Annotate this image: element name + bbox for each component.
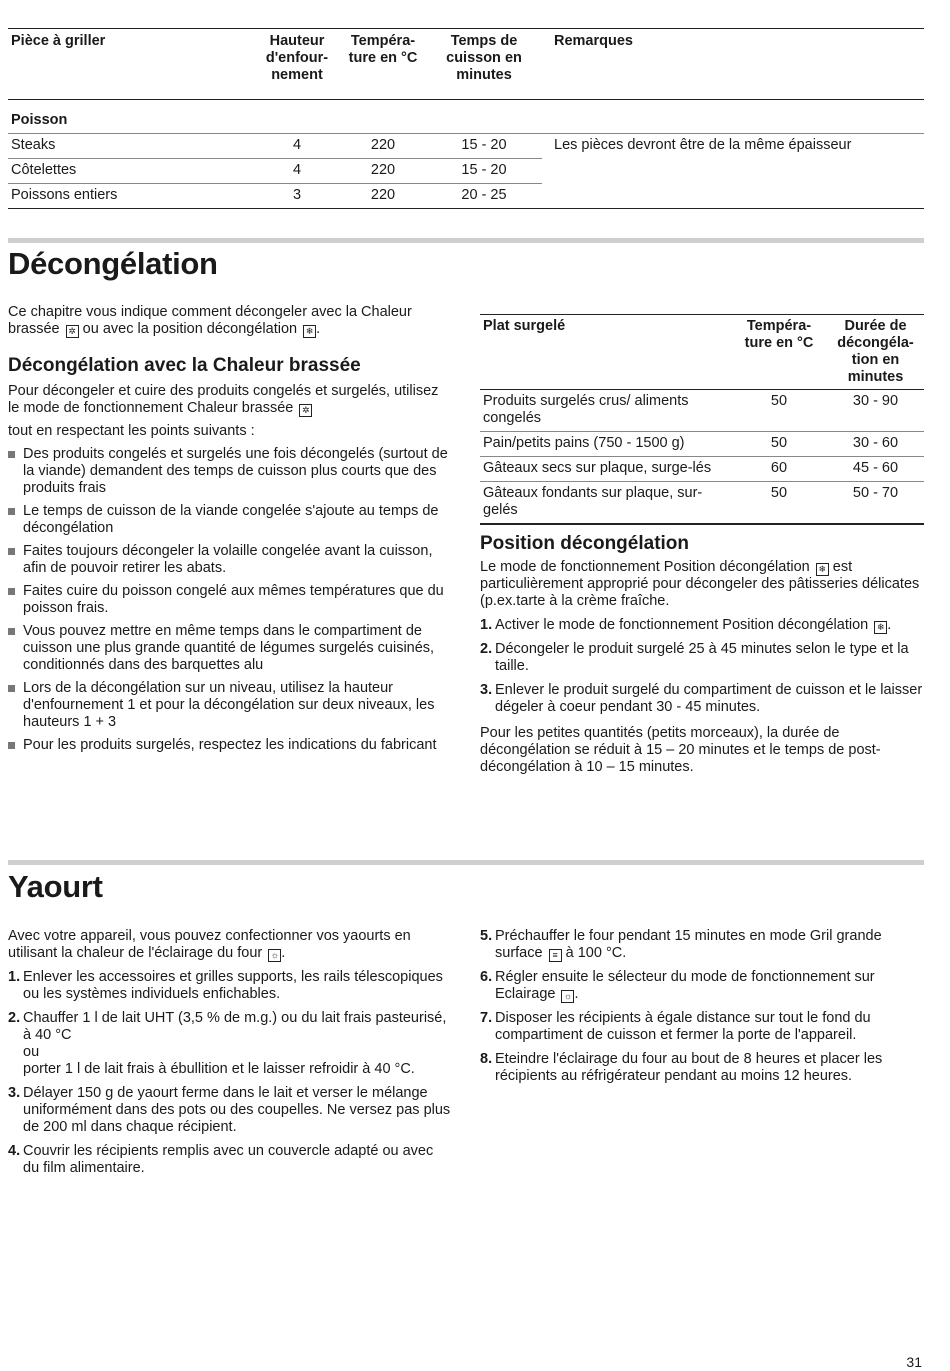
table-cell: Gâteaux fondants sur plaque, sur-gelés (480, 482, 731, 525)
grill-icon: ≡ (549, 949, 562, 962)
step-number: 2. (480, 641, 493, 657)
p3-text-b: est particulièrement approprié pour décongeler des pâtisseries délicates (p.ex.tarte à la crème fraîche. (480, 559, 920, 609)
list-item (8, 680, 453, 731)
decong-p2: tout en respectant les points suivants : (8, 423, 255, 439)
subheading-chaleur: Décongélation avec la Chaleur brassée (8, 355, 361, 376)
step-text: Enlever le produit surgelé du compartiment de cuisson et le laisser dégeler à coeur pendant 30 - 45 minutes. (495, 682, 923, 715)
yaourt-right-column (480, 921, 924, 1085)
col-header-duration: Durée de décongéla-tion en minutes (837, 318, 914, 385)
list-item (480, 641, 924, 675)
table-cell: Pain/petits pains (750 - 1500 g) (480, 432, 731, 457)
step-text: Décongeler le produit surgelé 25 à 45 minutes selon le type et la taille. (495, 641, 909, 674)
table-cell-remark: Les pièces devront être de la même épaisseur (542, 134, 924, 209)
table-cell: Gâteaux secs sur plaque, surge-lés (480, 457, 731, 482)
decong-left-column (8, 304, 453, 754)
col-header-temp: Tempéra-ture en °C (744, 318, 814, 351)
list-item (480, 1010, 924, 1044)
list-item (480, 682, 924, 716)
list-item (480, 1051, 924, 1085)
step-text: à 100 °C. (565, 945, 627, 961)
bullet-icon (8, 628, 15, 635)
section-divider (8, 860, 924, 865)
step-number: 2. (8, 1010, 21, 1026)
step-text: Délayer 150 g de yaourt ferme dans le lait et verser le mélange uniformément dans des pots ou des coupelles. Ne versez pas plus de 200 ml dans chaque récipient. (23, 1085, 451, 1135)
table-cell: 4 (254, 134, 340, 159)
list-item (8, 737, 453, 754)
list-item (480, 928, 924, 962)
list-item-text: Le temps de cuisson de la viande congelée s'ajoute au temps de décongélation (23, 503, 439, 536)
table-cell: 20 - 25 (461, 187, 507, 203)
step-number: 3. (8, 1085, 21, 1101)
bullet-icon (8, 508, 15, 515)
intro-text-mid: ou avec la position décongélation (82, 321, 298, 337)
step-number: 7. (480, 1010, 493, 1026)
col-header-piece: Pièce à griller (11, 33, 106, 49)
list-item (8, 543, 453, 577)
list-item (8, 1010, 453, 1078)
section-title-decongelation: Décongélation (8, 246, 218, 281)
step-number: 5. (480, 928, 493, 944)
table-cell: 15 - 20 (426, 134, 542, 159)
step-text: Préchauffer le four pendant 15 minutes en mode Gril grande surface (495, 928, 882, 961)
step-number: 6. (480, 969, 493, 985)
grill-table (8, 28, 924, 209)
bullet-icon (8, 742, 15, 749)
decong-right-column (480, 314, 924, 776)
table-cell: Poissons entiers (11, 187, 118, 203)
list-item-text: Des produits congelés et surgelés une fois décongelés (surtout de la viande) demandent des temps de cuisson plus courts que des produits frais (23, 446, 448, 496)
defrost-icon: ❄ (874, 621, 887, 634)
bullet-icon (8, 685, 15, 692)
yaourt-left-column (8, 928, 453, 1177)
step-number: 1. (8, 969, 21, 985)
bullet-icon (8, 451, 15, 458)
step-text: Régler ensuite le sélecteur du mode de fonctionnement sur Eclairage (495, 969, 875, 1002)
table-cell: Produits surgelés crus/ aliments congelés (480, 390, 731, 432)
step-number: 8. (480, 1051, 493, 1067)
step-text: Activer le mode de fonctionnement Position décongélation (495, 617, 869, 633)
col-header-dish: Plat surgelé (483, 318, 566, 334)
table-cell: 15 - 20 (426, 159, 542, 184)
col-header-temp: Tempéra-ture en °C (348, 33, 418, 66)
intro-text: Avec votre appareil, vous pouvez confectionner vos yaourts en utilisant la chaleur de l'éclairage du four (8, 928, 411, 961)
list-item: 1. Activer le mode de fonctionnement Position décongélation ❄ . (480, 617, 892, 633)
section-title-yaourt: Yaourt (8, 869, 103, 904)
table-cell: 3 (292, 187, 302, 203)
col-header-height: Hauteur d'enfour-nement (265, 33, 329, 83)
table-cell: 45 - 60 (827, 457, 924, 482)
bullet-icon (8, 548, 15, 555)
step-text: Chauffer 1 l de lait UHT (3,5 % de m.g.) ou du lait frais pasteurisé, à 40 °C ou porter 1 l de lait frais à ébullition et le laisser refroidir à 40 °C. (23, 1010, 447, 1077)
list-item: 6. Régler ensuite le sélecteur du mode de fonctionnement sur Eclairage ☼ . (480, 969, 875, 1002)
p1-text: Pour décongeler et cuire des produits congelés et surgelés, utilisez le mode de fonctionnement Chaleur brassée (8, 383, 439, 416)
table-cell: 30 - 90 (827, 390, 924, 432)
col-header-time: Temps de cuisson en minutes (446, 33, 522, 83)
lamp-icon: ☼ (561, 990, 574, 1003)
section-poisson: Poisson (11, 112, 68, 128)
decong-p3 (480, 559, 924, 610)
page-number: 31 (906, 1354, 922, 1370)
list-item (8, 623, 453, 674)
list-item (8, 503, 453, 537)
table-cell: Côtelettes (8, 159, 254, 184)
p3-text-a: Le mode de fonctionnement Position décongélation (480, 559, 810, 575)
step-text: Couvrir les récipients remplis avec un couvercle adapté ou avec du film alimentaire. (23, 1143, 434, 1176)
table-cell: 60 (731, 457, 827, 482)
table-cell: Steaks (8, 134, 254, 159)
list-item-text: Pour les produits surgelés, respectez les indications du fabricant (23, 737, 437, 753)
decong-p1 (8, 383, 453, 417)
table-cell: 220 (340, 159, 426, 184)
defrost-icon: ❄ (303, 325, 316, 338)
fan-icon: ✲ (66, 325, 79, 338)
list-item-text: Faites cuire du poisson congelé aux mêmes températures que du poisson frais. (23, 583, 444, 616)
lamp-icon: ☼ (268, 949, 281, 962)
list-item (8, 1143, 453, 1177)
list-item (8, 446, 453, 497)
decong-intro: Ce chapitre vous indique comment décongeler avec la Chaleur brassée ✲ ou avec la position décongélation ❄ . (8, 304, 412, 337)
step-text: Eteindre l'éclairage du four au bout de 8 heures et placer les récipients au réfrigérateur pendant au moins 12 heures. (495, 1051, 883, 1084)
step-number: 1. (480, 617, 493, 633)
table-cell: 50 - 70 (827, 482, 924, 525)
col-header-remarks: Remarques (554, 33, 633, 49)
section-divider (8, 238, 924, 243)
subheading-position: Position décongélation (480, 533, 690, 554)
table-cell: 50 (731, 390, 827, 432)
yaourt-intro: Avec votre appareil, vous pouvez confectionner vos yaourts en utilisant la chaleur de l'éclairage du four ☼ . (8, 928, 411, 961)
intro-text: Ce chapitre vous indique comment décongeler avec la Chaleur brassée (8, 304, 412, 337)
bullet-icon (8, 588, 15, 595)
table-cell: 50 (731, 432, 827, 457)
step-text: Disposer les récipients à égale distance sur tout le fond du compartiment de cuisson et fermer la porte de l'appareil. (495, 1010, 871, 1043)
list-item (8, 583, 453, 617)
fan-icon: ✲ (299, 404, 312, 417)
list-item-text: Faites toujours décongeler la volaille congelée avant la cuisson, afin de pouvoir retirer les abats. (23, 543, 433, 576)
list-item-text: Vous pouvez mettre en même temps dans le compartiment de cuisson une plus grande quantité de légumes surgelés cuisinés, conditionnés dans des barquettes alu (23, 623, 435, 673)
table-cell: 30 - 60 (827, 432, 924, 457)
decong-p4: Pour les petites quantités (petits morceaux), la durée de décongélation se réduit à 15 – 20 minutes et le temps de post-décongélation à 10 – 15 minutes. (480, 725, 881, 775)
defrost-table (480, 314, 924, 525)
table-cell: 50 (731, 482, 827, 525)
step-number: 3. (480, 682, 493, 698)
list-item (8, 969, 453, 1003)
table-cell: 220 (340, 134, 426, 159)
table-cell: 4 (254, 159, 340, 184)
step-text: Enlever les accessoires et grilles supports, les rails télescopiques ou les systèmes individuels enfichables. (23, 969, 443, 1002)
step-number: 4. (8, 1143, 21, 1159)
list-item-text: Lors de la décongélation sur un niveau, utilisez la hauteur d'enfournement 1 et pour la décongélation sur deux niveaux, les hauteurs 1 + 3 (23, 680, 435, 730)
defrost-icon: ❄ (816, 563, 829, 576)
table-cell: 220 (370, 187, 396, 203)
list-item (8, 1085, 453, 1136)
